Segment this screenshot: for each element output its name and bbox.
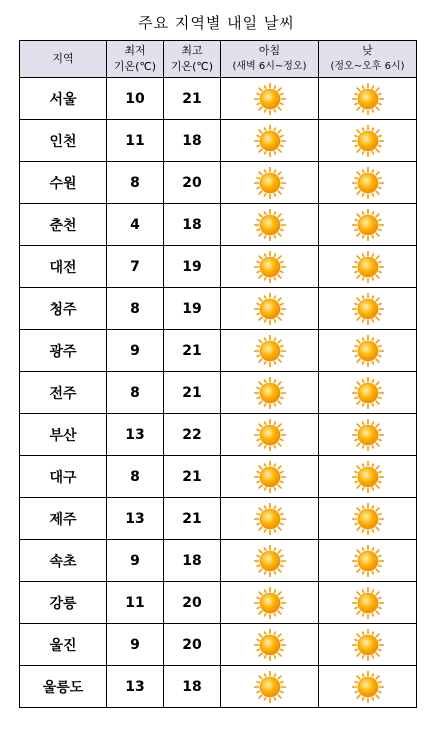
sunny-icon: [254, 419, 286, 451]
region-cell: 청주: [20, 288, 107, 330]
table-row: [20, 204, 417, 246]
header-morning: [221, 41, 319, 78]
region-cell: 대전: [20, 246, 107, 288]
region-cell: 울릉도: [20, 666, 107, 708]
sunny-icon: [352, 671, 384, 703]
min-temp-cell: 8: [107, 372, 164, 414]
header-day: [319, 41, 417, 78]
table-row: [20, 540, 417, 582]
day-weather-cell: [319, 582, 417, 624]
morning-weather-cell: [221, 666, 319, 708]
morning-weather-cell: [221, 288, 319, 330]
table-row: [20, 288, 417, 330]
sunny-icon: [254, 293, 286, 325]
sunny-icon: [352, 251, 384, 283]
day-weather-cell: [319, 540, 417, 582]
sunny-icon: [254, 503, 286, 535]
morning-weather-cell: [221, 120, 319, 162]
region-cell: 춘천: [20, 204, 107, 246]
sunny-icon: [352, 503, 384, 535]
region-cell: 울진: [20, 624, 107, 666]
max-temp-cell: 18: [164, 120, 221, 162]
min-temp-cell: 8: [107, 456, 164, 498]
header-min-line2: 기온(℃): [113, 60, 157, 73]
day-weather-cell: [319, 330, 417, 372]
min-temp-cell: 13: [107, 498, 164, 540]
table-row: [20, 162, 417, 204]
table-row: [20, 498, 417, 540]
page-title: 주요 지역별 내일 날씨: [138, 14, 295, 32]
morning-weather-cell: [221, 204, 319, 246]
region-cell: 강릉: [20, 582, 107, 624]
table-row: [20, 246, 417, 288]
header-region: 지역: [20, 41, 107, 78]
day-weather-cell: [319, 204, 417, 246]
min-temp-cell: 13: [107, 666, 164, 708]
sunny-icon: [352, 83, 384, 115]
morning-weather-cell: [221, 540, 319, 582]
region-cell: 수원: [20, 162, 107, 204]
sunny-icon: [352, 587, 384, 619]
sunny-icon: [352, 167, 384, 199]
header-max-line2: 기온(℃): [170, 60, 214, 73]
max-temp-cell: 22: [164, 414, 221, 456]
morning-weather-cell: [221, 498, 319, 540]
sunny-icon: [352, 545, 384, 577]
day-weather-cell: [319, 456, 417, 498]
morning-weather-cell: [221, 246, 319, 288]
min-temp-cell: 8: [107, 162, 164, 204]
sunny-icon: [254, 587, 286, 619]
max-temp-cell: 21: [164, 456, 221, 498]
table-row: [20, 624, 417, 666]
max-temp-cell: 19: [164, 246, 221, 288]
min-temp-cell: 10: [107, 78, 164, 120]
table-row: [20, 78, 417, 120]
day-weather-cell: [319, 162, 417, 204]
max-temp-cell: 18: [164, 204, 221, 246]
day-weather-cell: [319, 120, 417, 162]
table-body: [20, 78, 417, 708]
max-temp-cell: 21: [164, 78, 221, 120]
header-morning-line2: (새벽 6시~정오): [232, 61, 307, 72]
min-temp-cell: 7: [107, 246, 164, 288]
max-temp-cell: 19: [164, 288, 221, 330]
morning-weather-cell: [221, 582, 319, 624]
sunny-icon: [352, 419, 384, 451]
header-min-line1: 최저: [124, 44, 146, 57]
sunny-icon: [254, 167, 286, 199]
min-temp-cell: 4: [107, 204, 164, 246]
table-row: [20, 456, 417, 498]
sunny-icon: [352, 209, 384, 241]
sunny-icon: [254, 125, 286, 157]
morning-weather-cell: [221, 162, 319, 204]
sunny-icon: [352, 461, 384, 493]
region-cell: 인천: [20, 120, 107, 162]
sunny-icon: [254, 545, 286, 577]
sunny-icon: [352, 377, 384, 409]
max-temp-cell: 21: [164, 498, 221, 540]
sunny-icon: [254, 251, 286, 283]
sunny-icon: [352, 293, 384, 325]
sunny-icon: [254, 629, 286, 661]
sunny-icon: [254, 671, 286, 703]
morning-weather-cell: [221, 372, 319, 414]
sunny-icon: [254, 377, 286, 409]
morning-weather-cell: [221, 78, 319, 120]
table-row: [20, 666, 417, 708]
min-temp-cell: 9: [107, 624, 164, 666]
morning-weather-cell: [221, 330, 319, 372]
day-weather-cell: [319, 78, 417, 120]
min-temp-cell: 11: [107, 120, 164, 162]
table-row: [20, 582, 417, 624]
region-cell: 대구: [20, 456, 107, 498]
morning-weather-cell: [221, 456, 319, 498]
day-weather-cell: [319, 498, 417, 540]
max-temp-cell: 21: [164, 372, 221, 414]
header-max-temp: [164, 41, 221, 78]
sunny-icon: [352, 335, 384, 367]
sunny-icon: [254, 209, 286, 241]
weather-table: [19, 40, 417, 708]
table-row: [20, 372, 417, 414]
sunny-icon: [352, 629, 384, 661]
sunny-icon: [352, 125, 384, 157]
region-cell: 광주: [20, 330, 107, 372]
max-temp-cell: 20: [164, 162, 221, 204]
header-min-temp: [107, 41, 164, 78]
header-max-line1: 최고: [181, 44, 203, 57]
header-day-line1: 낮: [362, 44, 373, 57]
header-morning-line1: 아침: [258, 44, 281, 57]
min-temp-cell: 9: [107, 330, 164, 372]
sunny-icon: [254, 335, 286, 367]
region-cell: 전주: [20, 372, 107, 414]
min-temp-cell: 8: [107, 288, 164, 330]
max-temp-cell: 21: [164, 330, 221, 372]
min-temp-cell: 11: [107, 582, 164, 624]
day-weather-cell: [319, 288, 417, 330]
min-temp-cell: 9: [107, 540, 164, 582]
sunny-icon: [254, 461, 286, 493]
day-weather-cell: [319, 666, 417, 708]
max-temp-cell: 18: [164, 666, 221, 708]
max-temp-cell: 18: [164, 540, 221, 582]
morning-weather-cell: [221, 624, 319, 666]
morning-weather-cell: [221, 414, 319, 456]
region-cell: 서울: [20, 78, 107, 120]
day-weather-cell: [319, 624, 417, 666]
min-temp-cell: 13: [107, 414, 164, 456]
sunny-icon: [254, 83, 286, 115]
region-cell: 부산: [20, 414, 107, 456]
max-temp-cell: 20: [164, 582, 221, 624]
table-header-row: [20, 41, 417, 78]
header-day-line2: (정오~오후 6시): [330, 61, 405, 72]
table-row: [20, 330, 417, 372]
region-cell: 제주: [20, 498, 107, 540]
max-temp-cell: 20: [164, 624, 221, 666]
table-row: [20, 414, 417, 456]
region-cell: 속초: [20, 540, 107, 582]
day-weather-cell: [319, 246, 417, 288]
day-weather-cell: [319, 372, 417, 414]
table-row: [20, 120, 417, 162]
day-weather-cell: [319, 414, 417, 456]
